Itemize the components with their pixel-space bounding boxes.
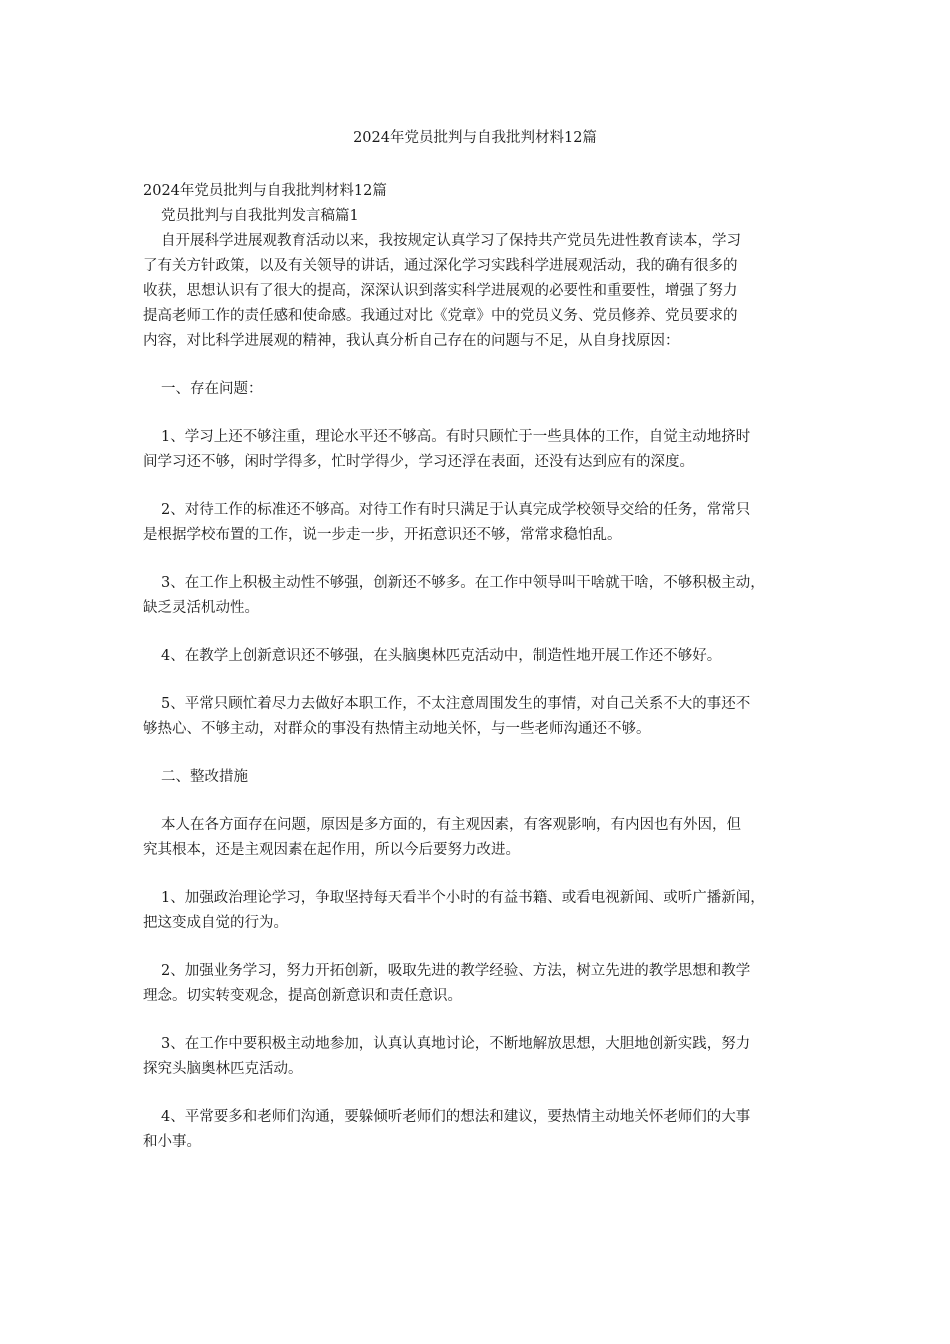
intro-line: 内容，对比科学进展观的精神，我认真分析自己存在的问题与不足，从自身找原因： [143,333,680,349]
problem-line: 4、在教学上创新意识还不够强，在头脑奥林匹克活动中，制造性地开展工作还不够好。 [161,648,722,664]
problem-line: 是根据学校布置的工作，说一步走一步，开拓意识还不够，常常求稳怕乱。 [143,527,622,543]
document-subtitle: 2024年党员批判与自我批判材料12篇 [143,183,387,199]
problem-item [143,498,808,548]
problem-item [143,571,808,621]
intro-line: 了有关方针政策，以及有关领导的讲话，通过深化学习实践科学进展观活动，我的确有很多的 [143,258,738,274]
measure-line: 4、平常要多和老师们沟通，要躲倾听老师们的想法和建议，要热情主动地关怀老师们的大事 [161,1109,751,1125]
intro-paragraph [143,229,808,354]
part2-intro-line: 究其根本，还是主观因素在起作用，所以今后要努力改进。 [143,842,520,858]
problem-item [143,644,808,669]
measure-item [143,1105,808,1155]
problem-line: 1、学习上还不够注重，理论水平还不够高。有时只顾忙于一些具体的工作，自觉主动地挤时 [161,429,751,445]
measure-line: 理念。切实转变观念，提高创新意识和责任意识。 [143,988,462,1004]
measure-line: 把这变成自觉的行为。 [143,915,288,931]
document-title: 2024年党员批判与自我批判材料12篇 [353,130,597,146]
measure-line: 3、在工作中要积极主动地参加，认真认真地讨论，不断地解放思想，大胆地创新实践，努力 [161,1036,751,1052]
intro-line: 收获，思想认识有了很大的提高，深深认识到落实科学进展观的必要性和重要性，增强了努力 [143,283,738,299]
problem-line: 2、对待工作的标准还不够高。对待工作有时只满足于认真完成学校领导交给的任务，常常只 [161,502,751,518]
section-heading: 党员批判与自我批判发言稿篇1 [161,208,359,224]
problem-line: 够热心、不够主动，对群众的事没有热情主动地关怀，与一些老师沟通还不够。 [143,721,651,737]
measure-item [143,959,808,1009]
part2-heading: 二、整改措施 [161,769,248,785]
measure-line: 2、加强业务学习，努力开拓创新，吸取先进的教学经验、方法，树立先进的教学思想和教学 [161,963,751,979]
measure-line: 和小事。 [143,1134,201,1150]
intro-line: 自开展科学进展观教育活动以来，我按规定认真学习了保持共产党员先进性教育读本，学习 [161,233,741,249]
problem-line: 3、在工作上积极主动性不够强，创新还不够多。在工作中领导叫干啥就干啥，不够积极主动， [161,575,765,591]
document-body [143,179,808,1155]
measure-item [143,1032,808,1082]
part2-intro-paragraph [143,813,808,863]
problem-line: 5、平常只顾忙着尽力去做好本职工作，不太注意周围发生的事情，对自己关系不大的事还不 [161,696,751,712]
problem-line: 间学习还不够，闲时学得多，忙时学得少，学习还浮在表面，还没有达到应有的深度。 [143,454,694,470]
part2-intro-line: 本人在各方面存在问题，原因是多方面的，有主观因素，有客观影响，有内因也有外因，但 [161,817,741,833]
measure-line: 探究头脑奥林匹克活动。 [143,1061,303,1077]
problem-item [143,692,808,742]
problem-line: 缺乏灵活机动性。 [143,600,259,616]
measure-item [143,886,808,936]
problem-item [143,425,808,475]
part1-heading: 一、存在问题： [161,381,263,397]
intro-line: 提高老师工作的责任感和使命感。我通过对比《党章》中的党员义务、党员修养、党员要求的 [143,308,738,324]
measure-line: 1、加强政治理论学习，争取坚持每天看半个小时的有益书籍、或看电视新闻、或听广播新闻， [161,890,765,906]
